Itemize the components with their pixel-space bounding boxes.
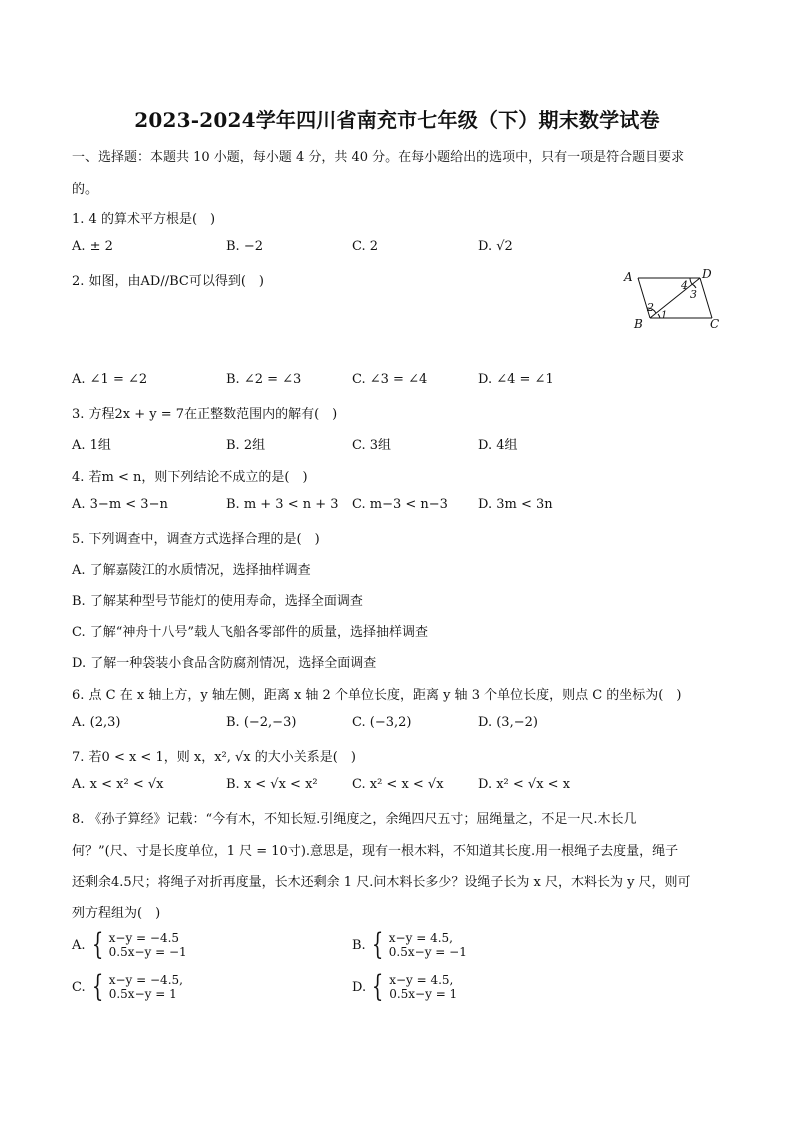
angle-4-label: 4: [681, 279, 688, 292]
q8-option-d: [352, 969, 458, 1004]
question-4-stem: 4. 若m < n，则下列结论不成立的是( ): [72, 470, 308, 485]
brace-icon: {: [91, 969, 103, 1004]
q7-option-c: C. x² < x < √x: [352, 777, 444, 792]
brace-icon: {: [371, 969, 384, 1004]
q2-option-d: D. ∠4 = ∠1: [478, 372, 554, 387]
q2-option-c: C. ∠3 = ∠4: [352, 372, 428, 387]
q8-option-b-eq1: x−y = 4.5,: [388, 931, 453, 945]
vertex-c-label: C: [710, 317, 720, 331]
q8-option-b-eq2: 0.5x−y = −1: [388, 945, 467, 959]
q3-option-c: C. 3组: [352, 438, 392, 453]
q4-option-a: A. 3−m < 3−n: [72, 497, 168, 512]
q1-option-a: A. ± 2: [72, 239, 113, 254]
angle-2-label: 2: [647, 301, 654, 314]
question-8-stem-cont-1: 何？”(尺、寸是长度单位，1 尺 = 10寸).意思是，现有一根木料，不知道其长度.用一根绳子去度量，绳子: [72, 844, 679, 859]
angle-1-arc: [658, 314, 660, 318]
vertex-d-label: D: [702, 267, 712, 281]
q7-option-a: A. x < x² < √x: [72, 777, 164, 792]
question-8-stem-cont-3: 列方程组为( ): [72, 906, 161, 921]
q6-option-a: A. (2,3): [72, 715, 121, 730]
q6-option-c: C. (−3,2): [352, 715, 412, 730]
angle-4-arc: [690, 278, 692, 284]
question-2-stem: 2. 如图，由AD//BC可以得到( ): [72, 274, 264, 289]
vertex-b-label: B: [634, 317, 643, 331]
question-8-stem-cont-2: 还剩余4.5尺；将绳子对折再度量，长木还剩余 1 尺.问木料长多少？设绳子长为 x 尺，木料长为 y 尺，则可: [72, 875, 691, 890]
q3-option-d: D. 4组: [478, 438, 518, 453]
q8-option-c-label: C.: [72, 979, 86, 995]
q5-option-c: C. 了解“神舟十八号”载人飞船各零部件的质量，选择抽样调查: [72, 625, 429, 640]
q1-option-d: D. √2: [478, 239, 513, 254]
segment-dc: [700, 278, 712, 318]
q2-option-b: B. ∠2 = ∠3: [226, 372, 302, 387]
parallelogram-figure: [618, 262, 728, 334]
q8-option-a-label: A.: [72, 937, 86, 953]
q6-option-d: D. (3,−2): [478, 715, 538, 730]
page-title: 2023-2024学年四川省南充市七年级（下）期末数学试卷: [134, 108, 660, 132]
question-7-stem: 7. 若0 < x < 1，则 x，x², √x 的大小关系是( ): [72, 750, 356, 765]
q8-option-b: [352, 927, 467, 962]
q8-option-a-eq2: 0.5x−y = −1: [108, 945, 187, 959]
vertex-a-label: A: [624, 270, 633, 284]
section-instructions: 一、选择题：本题共 10 小题，每小题 4 分，共 40 分。在每小题给出的选项中，只有一项是符合题目要求: [72, 150, 685, 165]
q4-option-c: C. m−3 < n−3: [352, 497, 448, 512]
q8-option-b-label: B.: [352, 937, 366, 953]
q8-option-d-label: D.: [352, 979, 367, 995]
q3-option-b: B. 2组: [226, 438, 266, 453]
section-instructions-cont: 的。: [72, 182, 99, 197]
q8-option-c-eq1: x−y = −4.5,: [108, 973, 183, 987]
q7-option-d: D. x² < √x < x: [478, 777, 571, 792]
q4-option-b: B. m + 3 < n + 3: [226, 497, 339, 512]
q8-option-c: [72, 969, 183, 1004]
q8-option-c-eq2: 0.5x−y = 1: [108, 987, 177, 1001]
q5-option-a: A. 了解嘉陵江的水质情况，选择抽样调查: [72, 563, 311, 578]
angle-1-label: 1: [661, 310, 668, 321]
q6-option-b: B. (−2,−3): [226, 715, 297, 730]
question-3-stem: 3. 方程2x + y = 7在正整数范围内的解有( ): [72, 407, 338, 422]
q1-option-b: B. −2: [226, 239, 263, 254]
brace-icon: {: [371, 927, 383, 962]
q7-option-b: B. x < √x < x²: [226, 777, 318, 792]
q8-option-d-eq1: x−y = 4.5,: [389, 973, 454, 987]
angle-3-label: 3: [690, 288, 697, 301]
q2-option-a: A. ∠1 = ∠2: [72, 372, 148, 387]
q5-option-b: B. 了解某种型号节能灯的使用寿命，选择全面调查: [72, 594, 363, 609]
q8-option-d-eq2: 0.5x−y = 1: [389, 987, 458, 1001]
q3-option-a: A. 1组: [72, 438, 111, 453]
question-8-stem: 8. 《孙子算经》记载：“今有木，不知长短.引绳度之，余绳四尺五寸；屈绳量之，不足一尺.木长几: [72, 812, 637, 827]
q5-option-d: D. 了解一种袋装小食品含防腐剂情况，选择全面调查: [72, 656, 377, 671]
brace-icon: {: [91, 927, 103, 962]
q4-option-d: D. 3m < 3n: [478, 497, 553, 512]
question-1-stem: 1. 4 的算术平方根是( ): [72, 212, 216, 227]
question-6-stem: 6. 点 C 在 x 轴上方，y 轴左侧，距离 x 轴 2 个单位长度，距离 y 轴 3 个单位长度，则点 C 的坐标为( ): [72, 688, 682, 703]
question-5-stem: 5. 下列调查中，调查方式选择合理的是( ): [72, 532, 320, 547]
q8-option-a: [72, 927, 187, 962]
q8-option-a-eq1: x−y = −4.5: [108, 931, 180, 945]
q1-option-c: C. 2: [352, 239, 379, 254]
